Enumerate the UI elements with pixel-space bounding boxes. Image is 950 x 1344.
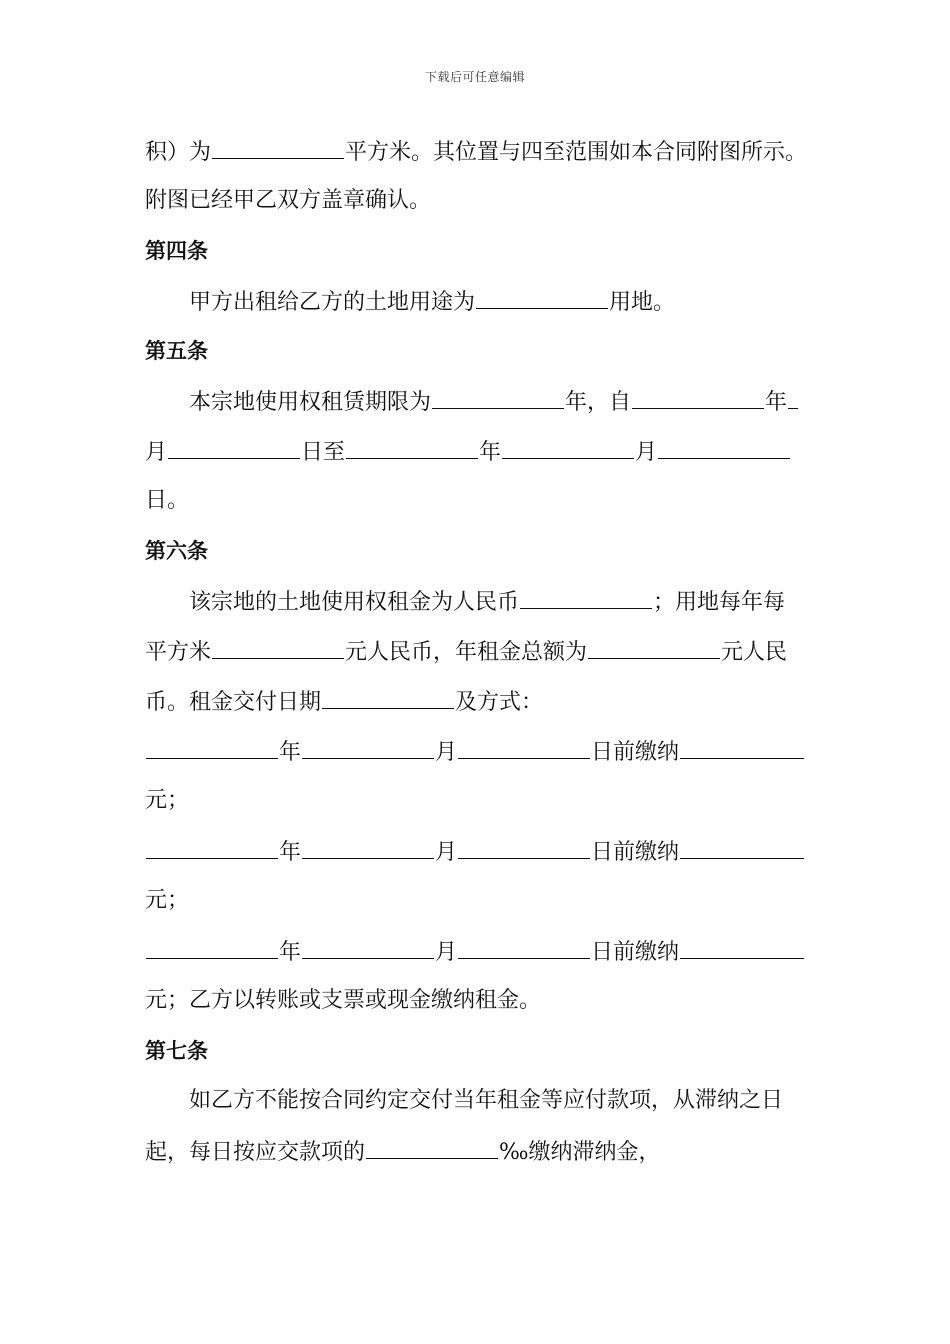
text-segment: 元人民币，年租金总额为 <box>345 640 588 665</box>
blank-field[interactable] <box>168 436 300 459</box>
text-segment: 元人民 <box>721 640 788 665</box>
blank-field[interactable] <box>520 586 652 609</box>
text-segment: 起，每日按应交款项的 <box>145 1140 366 1165</box>
blank-field[interactable] <box>476 286 608 309</box>
blank-field[interactable] <box>680 836 804 859</box>
paragraph-line <box>189 386 799 418</box>
blank-field[interactable] <box>458 936 590 959</box>
blank-field[interactable] <box>146 836 278 859</box>
blank-field[interactable] <box>146 936 278 959</box>
text-segment: 月 <box>435 840 458 865</box>
paragraph-line: 元；乙方以转账或支票或现金缴纳租金。 <box>145 988 542 1013</box>
blank-field[interactable] <box>632 386 764 409</box>
text-segment: 该宗地的土地使用权租金为人民币 <box>189 590 520 615</box>
text-segment: 平方米。其位置与四至范围如本合同附图所示。 <box>345 140 808 165</box>
text-segment: 年 <box>279 740 302 765</box>
blank-field[interactable] <box>212 636 344 659</box>
blank-field[interactable] <box>146 736 278 759</box>
text-segment: 甲方出租给乙方的土地用途为 <box>189 290 476 315</box>
blank-field[interactable] <box>680 736 804 759</box>
text-segment: 本宗地使用权租赁期限为 <box>189 390 432 415</box>
text-segment: 年 <box>279 840 302 865</box>
paragraph-line: 元； <box>145 788 190 813</box>
blank-field[interactable] <box>502 436 634 459</box>
blank-field[interactable] <box>302 936 434 959</box>
text-segment: 日前缴纳 <box>591 840 680 865</box>
text-segment: ‰缴纳滞纳金， <box>499 1140 661 1165</box>
text-segment: 月 <box>635 440 658 465</box>
text-segment: 及方式： <box>455 690 544 715</box>
paragraph-line <box>145 1136 661 1168</box>
text-segment: 月 <box>435 940 458 965</box>
text-segment: 年 <box>765 390 788 415</box>
blank-field[interactable] <box>346 436 478 459</box>
article-heading: 第六条 <box>145 539 208 563</box>
paragraph-line: 如乙方不能按合同约定交付当年租金等应付款项，从滞纳之日 <box>189 1088 784 1113</box>
blank-field[interactable] <box>366 1136 498 1159</box>
article-heading: 第七条 <box>145 1039 208 1063</box>
text-segment: 日前缴纳 <box>591 940 680 965</box>
text-segment: 平方米 <box>145 640 212 665</box>
blank-field[interactable] <box>458 736 590 759</box>
blank-field[interactable] <box>588 636 720 659</box>
text-segment: 年，自 <box>565 390 632 415</box>
paragraph-line <box>145 436 791 468</box>
blank-field[interactable] <box>302 736 434 759</box>
paragraph-line <box>189 286 675 318</box>
blank-field[interactable] <box>788 386 798 409</box>
text-segment: 年 <box>479 440 502 465</box>
text-segment: 积）为 <box>145 140 212 165</box>
blank-field[interactable] <box>458 836 590 859</box>
payment-line <box>145 736 805 768</box>
paragraph-line <box>145 136 807 168</box>
blank-field[interactable] <box>658 436 790 459</box>
article-heading: 第五条 <box>145 339 208 363</box>
paragraph-line: 元； <box>145 888 190 913</box>
text-segment: 币。租金交付日期 <box>145 690 322 715</box>
paragraph-line: 附图已经甲乙双方盖章确认。 <box>145 188 432 213</box>
blank-field[interactable] <box>322 686 454 709</box>
text-segment: 日前缴纳 <box>591 740 680 765</box>
paragraph-line: 日。 <box>145 488 190 513</box>
payment-line <box>145 836 805 868</box>
text-segment: 月 <box>435 740 458 765</box>
text-segment: ；用地每年每 <box>653 590 786 615</box>
article-heading: 第四条 <box>145 239 208 263</box>
blank-field[interactable] <box>680 936 804 959</box>
blank-field[interactable] <box>302 836 434 859</box>
text-segment: 日至 <box>301 440 346 465</box>
text-segment: 用地。 <box>609 290 676 315</box>
blank-field[interactable] <box>212 136 344 159</box>
page-header: 下载后可任意编辑 <box>424 70 525 84</box>
text-segment: 年 <box>279 940 302 965</box>
payment-line <box>145 936 805 968</box>
paragraph-line <box>145 636 787 668</box>
text-segment: 月 <box>145 440 168 465</box>
paragraph-line <box>189 586 785 618</box>
blank-field[interactable] <box>432 386 564 409</box>
paragraph-line <box>145 686 543 718</box>
